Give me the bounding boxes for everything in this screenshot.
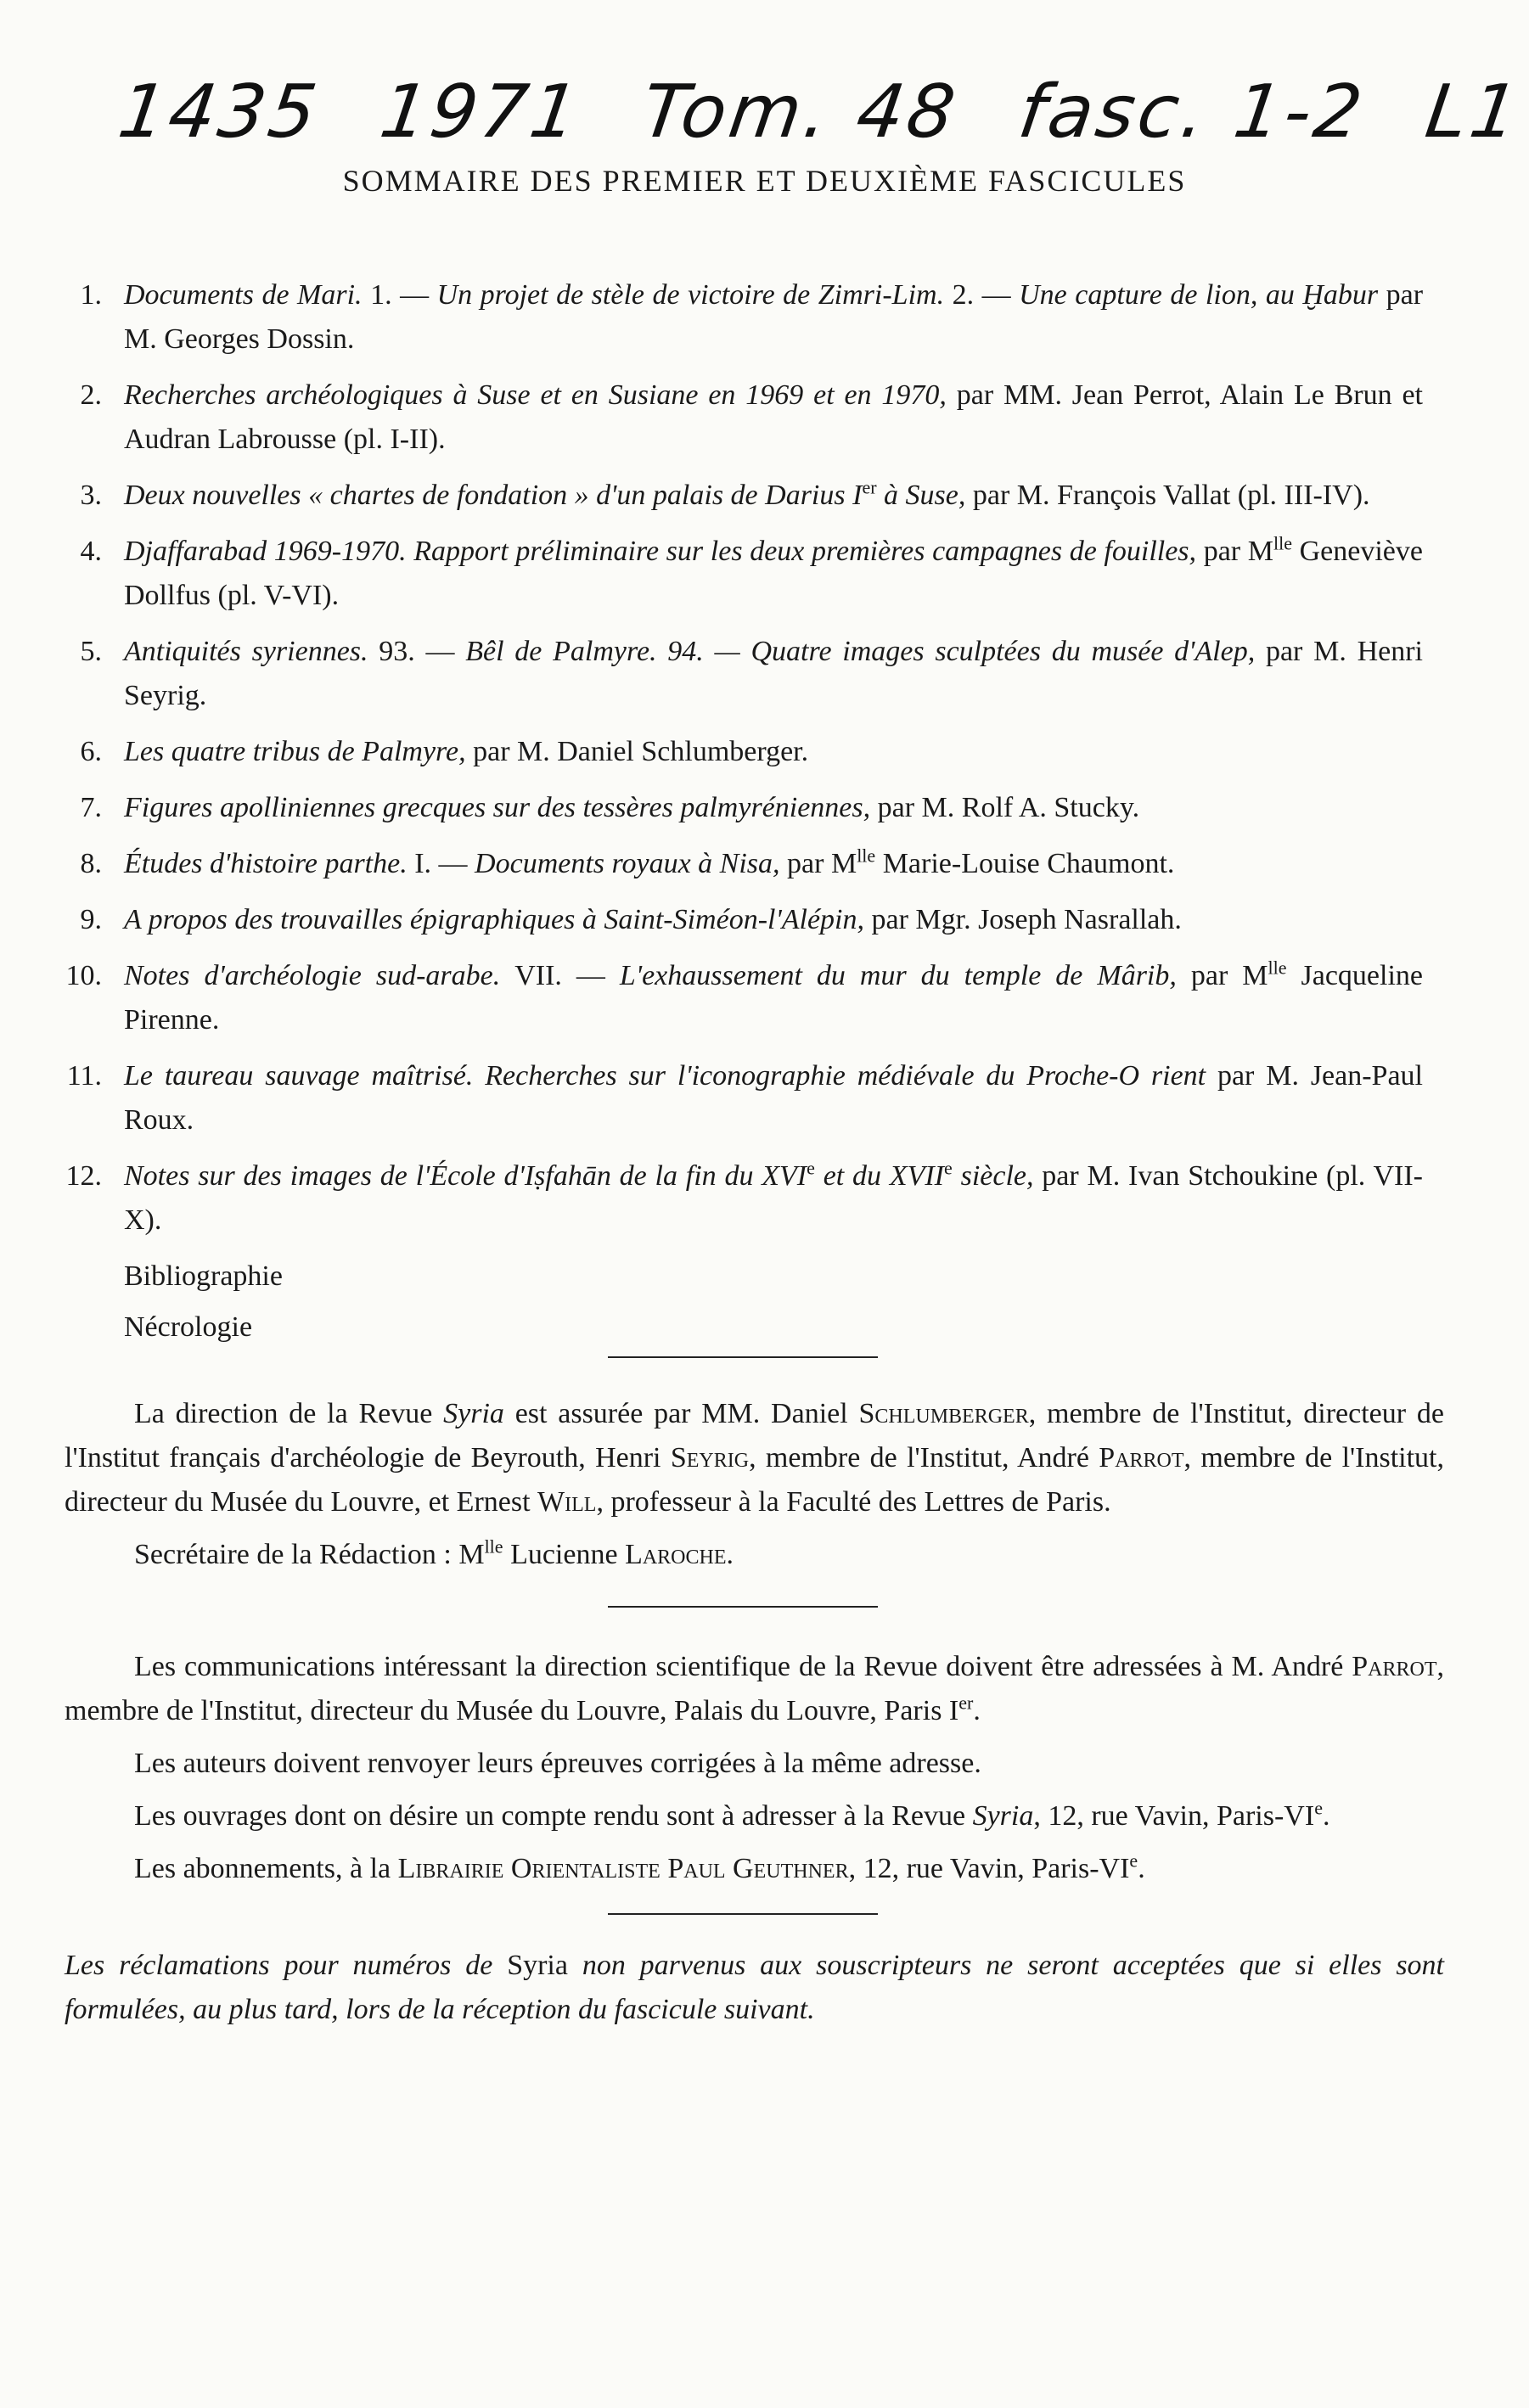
toc-entry-number: 3. [80, 480, 102, 511]
text-run: Documents de Mari. [124, 279, 371, 311]
text-run: par M [1190, 960, 1268, 991]
text-run: Documents royaux à Nisa, [475, 848, 788, 879]
text-run: . [1138, 1853, 1145, 1884]
table-of-contents [0, 273, 1529, 2032]
text-run: 2. — [952, 279, 1020, 311]
text-run: e [1129, 1850, 1138, 1872]
text-run: Laroche [625, 1539, 727, 1570]
toc-entry-number: 6. [80, 736, 102, 767]
text-run: Geneviève Dollfus (pl. V-VI). [124, 536, 1423, 611]
text-run: par M [787, 848, 857, 879]
text-run: Seyrig [670, 1442, 750, 1473]
text-run: Marie-Louise Chaumont. [875, 848, 1175, 879]
text-run: Les abonnements, à la [134, 1853, 398, 1884]
text-run: par M. François Vallat (pl. III-IV). [972, 480, 1370, 511]
text-run: Jacqueline Pirenne. [124, 960, 1423, 1036]
communication-paragraph [65, 1847, 1444, 1891]
text-run: A propos des trouvailles épigraphiques à Saint-Siméon-l'Alépin, [124, 904, 872, 935]
text-run: , professeur à la Faculté des Lettres de Paris. [596, 1486, 1111, 1518]
toc-entry-number: 4. [80, 536, 102, 567]
text-run: , membre de l'Institut, directeur du Musée du Louvre, et Ernest [65, 1442, 1444, 1518]
text-run: Recherches archéologiques à Suse et en Susiane en 1969 et en 1970, [124, 379, 957, 411]
page-title: SOMMAIRE DES PREMIER ET DEUXIÈME FASCICULES [342, 164, 1187, 198]
text-run: e [1314, 1797, 1323, 1819]
text-run: Djaffarabad 1969-1970. Rapport préliminaire sur les deux premières campagnes de fouilles, [124, 536, 1204, 567]
text-run: siècle, [952, 1160, 1043, 1192]
text-run: L'exhaussement du mur du temple de Mârib, [619, 960, 1191, 991]
text-run: 93. — [379, 636, 466, 667]
direction-block [0, 1392, 1529, 1577]
bibliography-label: Bibliographie [124, 1260, 283, 1292]
direction-paragraph [65, 1533, 1444, 1577]
text-run: Notes sur des images de l'École d'Iṣfahān de la fin du XVI [124, 1160, 807, 1192]
text-run: par M. Henri Seyrig. [124, 636, 1424, 711]
text-run: Figures apolliniennes grecques sur des tessères palmyréniennes, [124, 792, 878, 823]
text-run: par M. Rolf A. Stucky. [877, 792, 1140, 823]
text-run: lle [484, 1535, 503, 1558]
text-run: par Mgr. Joseph Nasrallah. [871, 904, 1182, 935]
toc-entry [0, 373, 1423, 462]
text-run: Parrot [1352, 1651, 1437, 1682]
text-run: Parrot [1099, 1442, 1184, 1473]
text-run: e [807, 1157, 815, 1179]
text-run: Le taureau sauvage maîtrisé. Recherches sur l'iconographie médiévale du Proche-O rient [124, 1060, 1217, 1092]
text-run: à Suse, [876, 480, 973, 511]
text-run: par M. Georges Dossin. [124, 279, 1424, 355]
text-run: Will [537, 1486, 597, 1518]
text-run: er [958, 1692, 974, 1714]
text-run: e [944, 1157, 953, 1179]
toc-entry [0, 630, 1423, 718]
direction-paragraph [65, 1392, 1444, 1524]
text-run: La direction de la Revue [134, 1398, 444, 1429]
text-run: Deux nouvelles « chartes de fondation » d'un palais de Darius I [124, 480, 863, 511]
toc-entry [0, 954, 1423, 1042]
text-run: est assurée par MM. Daniel [503, 1398, 859, 1429]
divider [608, 1606, 878, 1608]
text-run: Syria [443, 1398, 504, 1429]
text-run: I. — [414, 848, 475, 879]
text-run: , 12, rue Vavin, Paris-VI [1033, 1800, 1315, 1832]
text-run: er [862, 476, 877, 498]
toc-entry-number: 5. [80, 636, 102, 667]
text-run: Syria [972, 1800, 1034, 1832]
text-run: , 12, rue Vavin, Paris-VI [848, 1853, 1130, 1884]
handwritten-note-item: 1435 [113, 70, 325, 154]
toc-entry [0, 530, 1423, 618]
text-run: Schlumberger [858, 1398, 1029, 1429]
toc-entry-number: 1. [80, 279, 102, 311]
text-run: par M. Jean-Paul Roux. [124, 1060, 1423, 1136]
communication-paragraph [65, 1645, 1444, 1733]
text-run: Études d'histoire parthe. [124, 848, 415, 879]
toc-list [0, 273, 1529, 1243]
toc-entry [0, 1154, 1423, 1243]
handwritten-note-item: fasc. 1-2 [1013, 70, 1371, 154]
handwritten-note-item: Tom. 48 [637, 70, 964, 154]
text-run: Librairie Orientaliste Paul Geuthner [397, 1853, 849, 1884]
toc-entry-number: 2. [80, 379, 102, 411]
text-run: Lucienne [503, 1539, 626, 1570]
toc-entry [0, 730, 1423, 774]
toc-entry-number: 12. [65, 1160, 102, 1192]
toc-entry [0, 842, 1423, 886]
toc-entry [0, 273, 1423, 362]
toc-entry [0, 898, 1423, 942]
text-run: . [726, 1539, 734, 1570]
text-run: par M. Daniel Schlumberger. [473, 736, 809, 767]
text-run: et du XVII [814, 1160, 945, 1192]
text-run: par M [1203, 536, 1273, 567]
toc-entry [0, 1054, 1423, 1142]
text-run: par MM. Jean Perrot, Alain Le Brun et Audran Labrousse (pl. I-II). [124, 379, 1424, 455]
text-run: Les auteurs doivent renvoyer leurs épreuves corrigées à la même adresse. [134, 1748, 981, 1779]
text-run: lle [857, 845, 876, 867]
text-run: , membre de l'Institut, directeur de l'Institut français d'archéologie de Beyrouth, Henri [65, 1398, 1444, 1473]
text-run: 1. — [370, 279, 437, 311]
text-run: Un projet de stèle de victoire de Zimri-Lim. [436, 279, 953, 311]
text-run: Une capture de lion, au Ḫabur [1019, 279, 1386, 311]
text-run: lle [1273, 532, 1292, 554]
text-run: , membre de l'Institut, directeur du Musée du Louvre, Palais du Louvre, Paris I [65, 1651, 1444, 1726]
toc-entry-number: 10. [65, 960, 102, 991]
text-run: Bêl de Palmyre. 94. — Quatre images sculptées du musée d'Alep, [465, 636, 1266, 667]
text-run: Notes d'archéologie sud-arabe. [124, 960, 515, 991]
toc-entry-number: 8. [80, 848, 102, 879]
text-run: Les réclamations pour numéros de [65, 1950, 508, 1981]
communication-paragraph [65, 1794, 1444, 1838]
toc-entry-number: 9. [80, 904, 102, 935]
divider [608, 1913, 878, 1915]
necrology-label: Nécrologie [124, 1311, 253, 1343]
text-run: lle [1268, 957, 1287, 979]
text-run: Syria [507, 1950, 568, 1981]
text-run: . [1322, 1800, 1330, 1832]
text-run: . [973, 1695, 981, 1726]
communication-paragraph [65, 1742, 1444, 1786]
text-run: non parvenus aux souscripteurs ne seront acceptées que si elles sont formulées, au plus tard, lors de la réception du fascicule suivant. [65, 1950, 1444, 2025]
text-run: Antiquités syriennes. [124, 636, 379, 667]
text-run: Les ouvrages dont on désire un compte rendu sont à adresser à la Revue [134, 1800, 973, 1832]
text-run: Les communications intéressant la direction scientifique de la Revue doivent être adressées à M. André [134, 1651, 1352, 1682]
toc-entry-number: 7. [80, 792, 102, 823]
divider [608, 1356, 878, 1358]
toc-entry [0, 786, 1423, 830]
handwritten-note-item: L1 [1420, 70, 1527, 154]
toc-entry-number: 11. [66, 1060, 102, 1092]
handwritten-note-item: 1971 [374, 70, 587, 154]
toc-entry [0, 474, 1423, 518]
text-run: Les quatre tribus de Palmyre, [124, 736, 474, 767]
text-run: par M. Ivan Stchoukine (pl. VII-X). [124, 1160, 1423, 1236]
subscription-notice [65, 1944, 1444, 2032]
handwritten-note [112, 70, 1527, 163]
text-run: VII. — [514, 960, 620, 991]
text-run: , membre de l'Institut, André [749, 1442, 1099, 1473]
text-run: Secrétaire de la Rédaction : M [134, 1539, 485, 1570]
communication-block [0, 1645, 1529, 1891]
